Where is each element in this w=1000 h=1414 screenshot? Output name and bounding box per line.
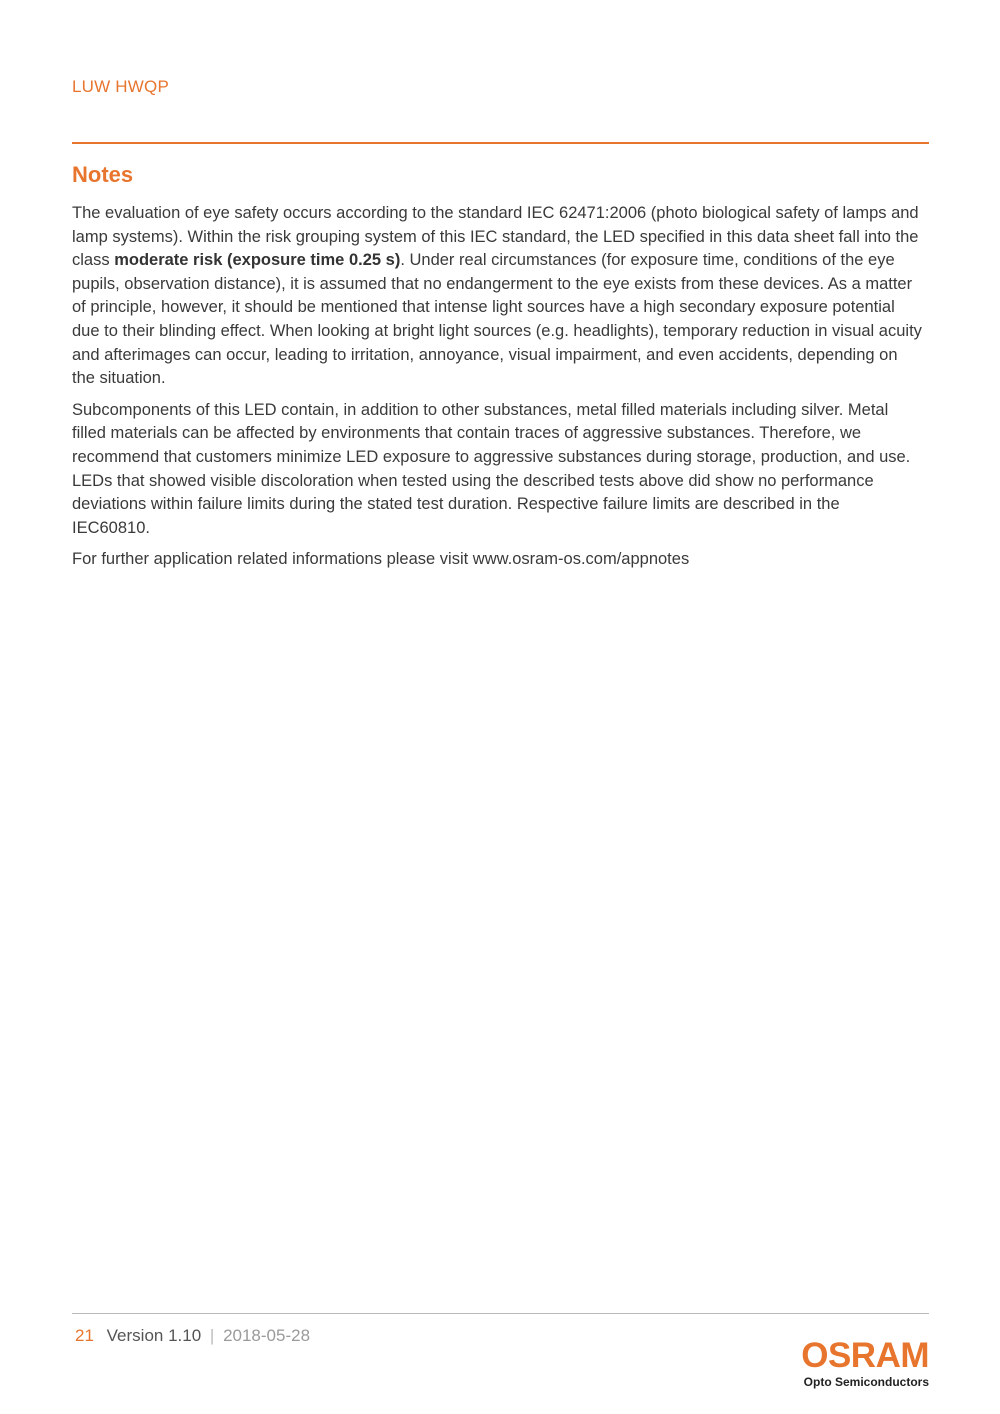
paragraph-appnotes: For further application related informations please visit www.osram-os.com/appnotes: [72, 550, 690, 569]
section-title: Notes: [72, 162, 134, 187]
eye-safety-text-end: . Under real circumstances (for exposure time, conditions of the eye pupils, observation distance), it is assumed that no endangerment to the eye exists from these devices. As a matter of principle, however, it should be mentioned that intense light sources have a high secondary exposure potential due to their blinding effect. When looking at bright light sources (e.g. headlights), temporary reduction in visual acuity and afterimages can occur, leading to irritation, annoyance, visual impairment, and even accidents, depending on the situation.: [72, 251, 922, 388]
version-label: Version 1.10: [106, 1326, 202, 1345]
header-divider: [72, 142, 929, 144]
osram-logo: [801, 1338, 929, 1389]
footer-separator: |: [209, 1326, 215, 1345]
eye-safety-text-start: The evaluation of eye safety occurs according to the standard IEC 62471:2006 (photo biological safety of lamps and lamp systems). Within the risk grouping system of this IEC standard, the LED specified in this data sheet fall into the class: [72, 204, 919, 270]
paragraph-eye-safety: [72, 202, 922, 391]
footer-divider: [72, 1313, 929, 1314]
release-date: 2018-05-28: [223, 1326, 311, 1345]
notes-body: [72, 202, 922, 580]
logo-tagline: Opto Semiconductors: [803, 1375, 929, 1389]
paragraph-subcomponents: Subcomponents of this LED contain, in addition to other substances, metal filled materials including silver. Metal filled materials can be affected by environments that contain traces of aggressive substances. Therefore, we recommend that customers minimize LED exposure to aggressive substances during storage, production, and use. LEDs that showed visible discoloration when tested using the described tests above did show no performance deviations within failure limits during the stated test duration. Respective failure limits are described in the IEC60810.: [72, 400, 911, 537]
logo-wordmark: OSRAM: [801, 1336, 929, 1375]
footer-info: [75, 1326, 310, 1346]
header-product-name: LUW HWQP: [72, 77, 169, 96]
page-number: 21: [75, 1326, 94, 1345]
risk-class-bold: moderate risk (exposure time 0.25 s): [114, 251, 401, 270]
